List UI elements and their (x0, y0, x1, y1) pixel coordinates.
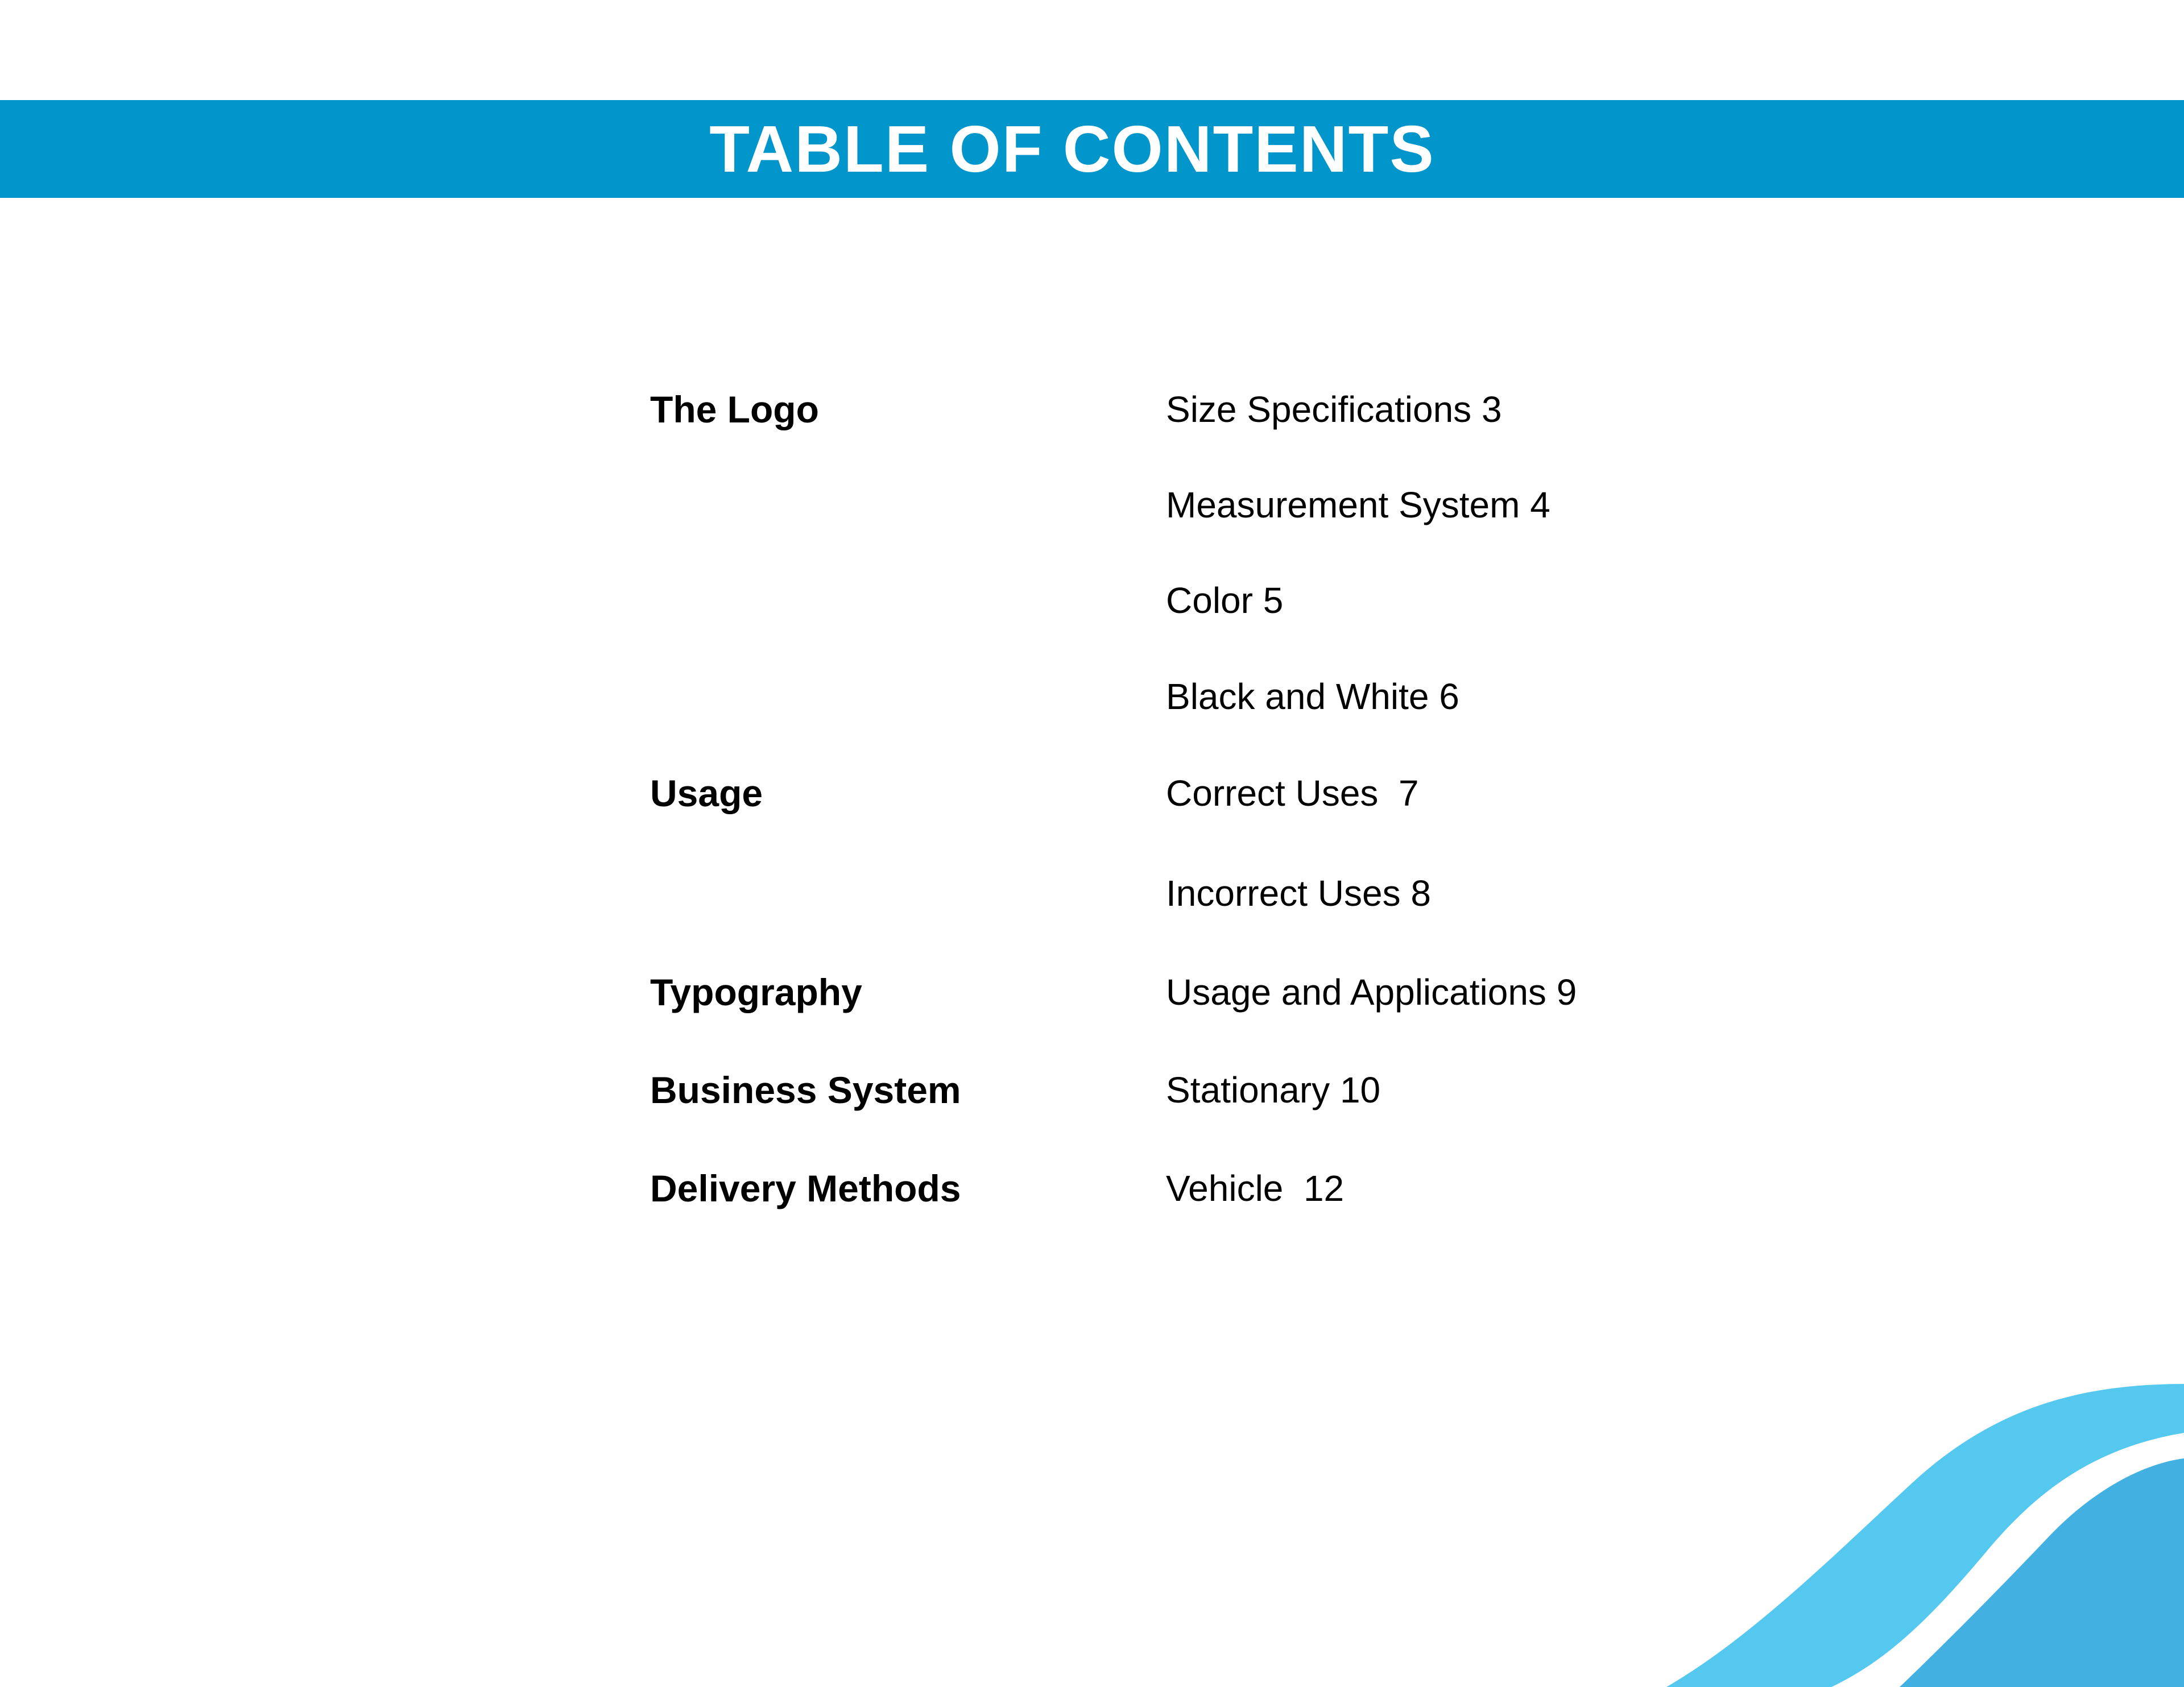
toc-entry[interactable]: Vehicle 12 (1166, 1168, 1345, 1209)
toc-entry[interactable]: Stationary 10 (1166, 1070, 1381, 1110)
toc-entry[interactable]: Size Specifications 3 (1166, 389, 1502, 430)
wave-decoration (1649, 1365, 2184, 1687)
toc-section-title: Usage (650, 772, 763, 814)
toc-row (0, 384, 2184, 435)
toc-row (0, 868, 2184, 919)
toc-entry[interactable]: Color 5 (1166, 580, 1284, 621)
toc-row (0, 671, 2184, 722)
toc-row (0, 479, 2184, 530)
toc-row (0, 1163, 2184, 1214)
toc-entry[interactable]: Correct Uses 7 (1166, 773, 1419, 814)
toc-section-title: Business System (650, 1069, 961, 1111)
toc-row (0, 1064, 2184, 1116)
page-title: TABLE OF CONTENTS (709, 112, 1435, 186)
toc-section-title: Delivery Methods (650, 1167, 961, 1209)
toc-row (0, 575, 2184, 626)
toc-row (0, 768, 2184, 819)
toc-entry[interactable]: Usage and Applications 9 (1166, 972, 1577, 1013)
toc-row (0, 967, 2184, 1018)
toc-entry[interactable]: Measurement System 4 (1166, 484, 1550, 525)
toc-entry[interactable]: Black and White 6 (1166, 676, 1459, 717)
toc-section-title: The Logo (650, 388, 819, 430)
toc-section-title: Typography (650, 971, 862, 1013)
toc-entry[interactable]: Incorrect Uses 8 (1166, 873, 1431, 914)
